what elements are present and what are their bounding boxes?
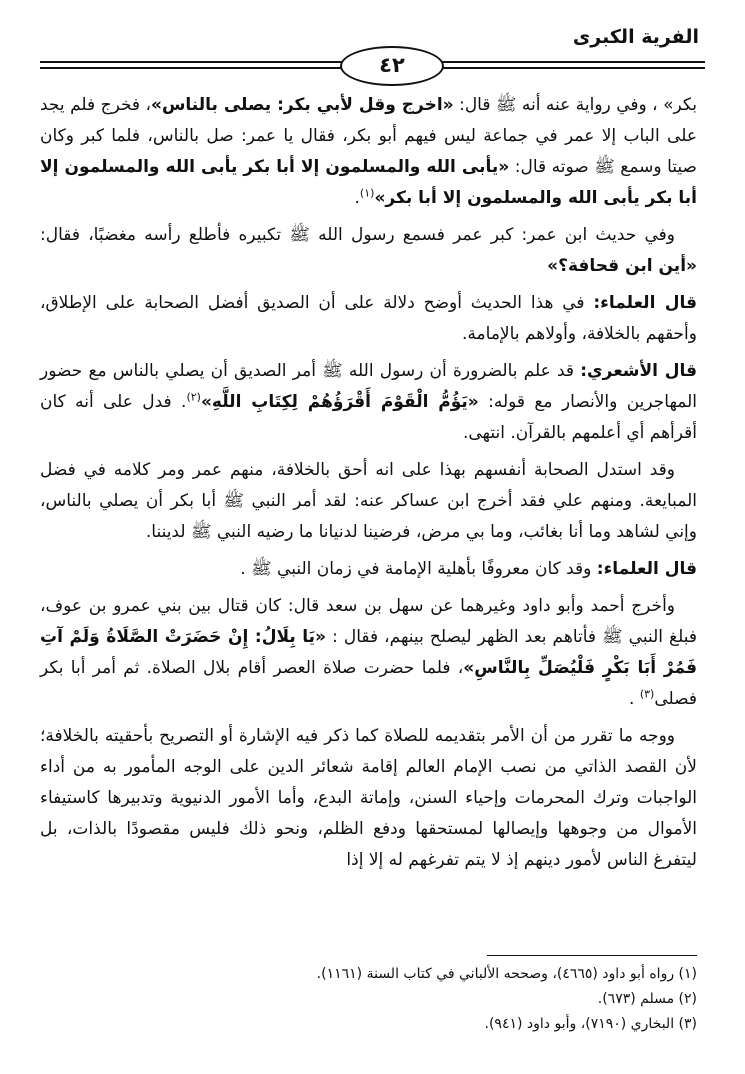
text-run: ووجه ما تقرر من أن الأمر بتقديمه للصلاة كما ذكر فيه الإشارة أو التصريح بأحقيته بالخلافة؛ لأن القصد الذاتي من نصب الإمام العالم إقامة شعائر الدين على الوجه المأمور به من أداء الواجبات وترك المحرمات وإحياء السنن، وإماتة البدع، وأما الأمور الدنيوية وتدبيرها كاستيفاء الأموال من وجوهها وإيصالها لمستحقها ودفع الظلم، ونحو ذلك فليس مقصودًا بالذات، بل ليتفرغ الناس لأمور دينهم إذ لا يتم تفرغهم له إلا إذا (40, 726, 697, 870)
paragraph-8 (40, 721, 697, 876)
speaker-label: قال العلماء: (593, 293, 697, 313)
footnote-marker: (٢) (186, 390, 201, 404)
text-run: . فدل على أنه كان أقرأهم أي أعلمهم بالقرآن. انتهى. (40, 392, 697, 443)
text-run: ، فخرج فلم يجد على الباب إلا عمر في جماعة ليس فيهم أبو بكر، فقال يا عمر: صل بالناس، فلما كبر وكان صيتا وسمع ﷺ صوته قال: (40, 95, 697, 177)
text-run: وأخرج أحمد وأبو داود وغيرهما عن سهل بن سعد قال: كان قتال بين بني عمرو بن عوف، فبلغ النبي ﷺ فأتاهم بعد الظهر ليصلح بينهم، فقال : (40, 596, 697, 647)
footnote-marker: (١) (359, 186, 375, 200)
text-run: ، فلما حضرت صلاة العصر أقام بلال الصلاة. ثم أمر أبا بكر فصلى (40, 658, 697, 709)
text-run: . (354, 188, 360, 208)
footnote-separator (487, 955, 697, 956)
text-run: . (629, 689, 640, 709)
paragraph-3 (40, 288, 697, 350)
paragraph-1 (40, 90, 697, 214)
hadith-quote: «يَا بِلَالُ: إِنْ حَضَرَتْ الصَّلَاةُ وَلَمْ آتِ فَمُرْ أَبَا بَكْرٍ فَلْيُصَلِّ بِالنَّاسِ» (40, 627, 697, 678)
main-text (40, 90, 697, 882)
footnotes (40, 962, 697, 1037)
hadith-quote: «أين ابن قحافة؟» (547, 256, 697, 276)
book-title: الفرية الكبرى (572, 26, 699, 48)
paragraph-6 (40, 554, 697, 585)
footnote-2: (٢) مسلم (٦٧٣). (597, 991, 697, 1007)
hadith-quote: «يأبى الله والمسلمون إلا أبا بكر يأبى الله والمسلمون إلا أبا بكر يأبى الله والمسلمون إلا أبا بكر» (40, 157, 697, 208)
text-run: وقد كان معروفًا بأهلية الإمامة في زمان النبي ﷺ . (240, 559, 597, 579)
speaker-label: قال العلماء: (596, 559, 697, 579)
text-run: في هذا الحديث أوضح دلالة على أن الصديق أفضل الصحابة على الإطلاق، وأحقهم بالخلافة، وأولاهم بالإمامة. (40, 293, 697, 344)
paragraph-2 (40, 220, 697, 282)
footnote-1: (١) رواه أبو داود (٤٦٦٥)، وصححه الألباني في كتاب السنة (١١٦١). (316, 966, 697, 982)
footnote-marker: (٣) (639, 687, 655, 701)
footnote-3: (٣) البخاري (٧١٩٠)، وأبو داود (٩٤١). (484, 1016, 697, 1032)
paragraph-7 (40, 591, 697, 715)
text-run: وفي حديث ابن عمر: كبر عمر فسمع رسول الله ﷺ تكبيره فأطلع رأسه مغضبًا، فقال: (40, 225, 675, 245)
page-number: ٤٢ (340, 46, 444, 86)
running-header (40, 18, 705, 76)
speaker-label: قال الأشعري: (580, 361, 697, 381)
text-run: وقد استدل الصحابة أنفسهم بهذا على انه أحق بالخلافة، منهم عمر ومر كلامه في فضل المبايعة. ومنهم علي فقد أخرج ابن عساكر عنه: لقد أمر النبي ﷺ أبا بكر أن يصلي بالناس، وإني لشاهد وما أنا بغائب، وما بي مرض، فرضينا لدنيانا ما رضيه النبي ﷺ لديننا. (40, 460, 697, 542)
hadith-quote: «يَؤُمُّ الْقَوْمَ أَقْرَؤُهُمْ لِكِتَابِ اللَّهِ» (200, 392, 479, 412)
text-run: قد علم بالضرورة أن رسول الله ﷺ أمر الصديق أن يصلي بالناس مع حضور المهاجرين والأنصار مع قوله: (40, 361, 698, 412)
text-run: بكر» ، وفي رواية عنه أنه ﷺ قال: (453, 95, 697, 115)
paragraph-4 (40, 356, 697, 449)
hadith-quote: «اخرج وقل لأبي بكر: يصلى بالناس» (150, 95, 454, 115)
paragraph-5 (40, 455, 697, 548)
